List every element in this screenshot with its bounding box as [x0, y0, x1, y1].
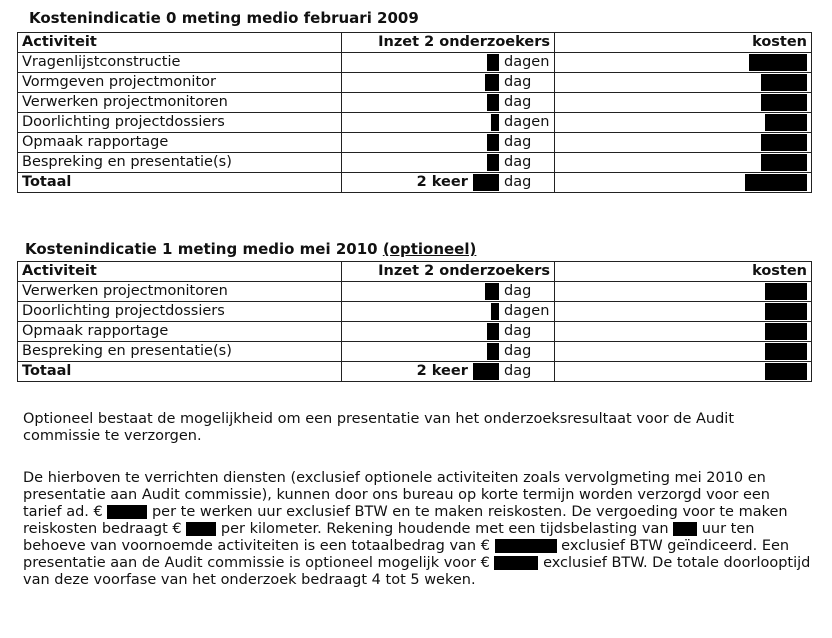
unit-label: dag: [504, 174, 532, 190]
redaction-block: [473, 174, 499, 191]
activity-cell: Verwerken projectmonitoren: [18, 282, 342, 302]
table-row: [18, 73, 812, 93]
unit-label: dag: [504, 323, 532, 339]
redaction-block: [745, 174, 807, 191]
activity-cell: Doorlichting projectdossiers: [18, 302, 342, 322]
total-prefix: 2 keer: [416, 174, 468, 190]
redaction-block: [765, 283, 807, 300]
header-activiteit: Activiteit: [18, 33, 342, 53]
unit-label: dag: [504, 283, 532, 299]
redaction-block: [765, 323, 807, 340]
table-row: [18, 282, 812, 302]
unit-label: dag: [504, 94, 532, 110]
total-label: Totaal: [18, 362, 342, 382]
activity-cell: Opmaak rapportage: [18, 322, 342, 342]
redaction-block: [494, 556, 538, 570]
header-inzet: Inzet 2 onderzoekers: [342, 33, 555, 53]
redaction-block: [487, 94, 499, 111]
redaction-block: [491, 303, 499, 320]
paragraph-costs: [23, 470, 813, 589]
text-segment: per te werken uur exclusief BTW en te maken reiskosten. De vergoeding voor te maken reiskosten bedraagt €: [23, 504, 788, 537]
table-row: [18, 342, 812, 362]
unit-label: dag: [504, 363, 532, 379]
table-row: [18, 113, 812, 133]
activity-cell: Opmaak rapportage: [18, 133, 342, 153]
activity-cell: Verwerken projectmonitoren: [18, 93, 342, 113]
header-kosten: kosten: [555, 33, 812, 53]
header-inzet: Inzet 2 onderzoekers: [342, 262, 555, 282]
activity-cell: Bespreking en presentatie(s): [18, 342, 342, 362]
activity-cell: Vormgeven projectmonitor: [18, 73, 342, 93]
total-label: Totaal: [18, 173, 342, 193]
redaction-block: [749, 54, 807, 71]
unit-label: dagen: [504, 114, 550, 130]
table1-title: Kostenindicatie 0 meting medio februari 2009: [29, 9, 419, 27]
activity-cell: Vragenlijstconstructie: [18, 53, 342, 73]
redaction-block: [495, 539, 557, 553]
table-row: [18, 133, 812, 153]
unit-label: dag: [504, 343, 532, 359]
redaction-block: [761, 94, 807, 111]
redaction-block: [761, 134, 807, 151]
table2-title-main: Kostenindicatie 1 meting medio mei 2010: [25, 240, 378, 258]
table-row: [18, 53, 812, 73]
redaction-block: [485, 74, 499, 91]
text-segment: De hierboven te verrichten diensten (exclusief optionele activiteiten zoals vervolgmeting mei 2010 en presentatie aan Audit commissie), kunnen door ons bureau op korte termijn worden verzorgd voor een tarief ad. €: [23, 470, 770, 520]
activity-cell: Bespreking en presentatie(s): [18, 153, 342, 173]
text-segment: exclusief BTW geïndiceerd. Een presentatie aan de Audit commissie is optioneel mogelijk voor €: [23, 538, 790, 571]
cost-table-2010: [17, 261, 812, 382]
redaction-block: [491, 114, 499, 131]
redaction-block: [765, 303, 807, 320]
paragraph-optional-presentation: Optioneel bestaat de mogelijkheid om een presentatie van het onderzoeksresultaat voor de Audit commissie te verzorgen.: [23, 411, 735, 444]
header-kosten: kosten: [555, 262, 812, 282]
redaction-block: [761, 154, 807, 171]
text-segment: per kilometer. Rekening houdende met een tijdsbelasting van: [220, 521, 669, 537]
cost-table-2009: [17, 32, 812, 193]
redaction-block: [487, 154, 499, 171]
redaction-block: [485, 283, 499, 300]
redaction-block: [487, 54, 499, 71]
redaction-block: [473, 363, 499, 380]
redaction-block: [765, 343, 807, 360]
unit-label: dag: [504, 74, 532, 90]
table-header-row: [18, 262, 812, 282]
table-row: [18, 322, 812, 342]
table-total-row: [18, 362, 812, 382]
redaction-block: [107, 505, 147, 519]
redaction-block: [765, 114, 807, 131]
table-header-row: [18, 33, 812, 53]
table-row: [18, 153, 812, 173]
table-row: [18, 93, 812, 113]
redaction-block: [765, 363, 807, 380]
redaction-block: [487, 134, 499, 151]
header-activiteit: Activiteit: [18, 262, 342, 282]
unit-label: dagen: [504, 54, 550, 70]
redaction-block: [761, 74, 807, 91]
total-prefix: 2 keer: [416, 363, 468, 379]
table2-title-optional: (optioneel): [382, 240, 477, 258]
text-segment: uur ten behoeve van voornoemde activiteiten is een totaalbedrag van €: [23, 521, 755, 554]
redaction-block: [487, 323, 499, 340]
unit-label: dagen: [504, 303, 550, 319]
redaction-block: [673, 522, 697, 536]
text-segment: exclusief BTW. De totale doorlooptijd van deze voorfase van het onderzoek bedraagt 4 tot 5 weken.: [23, 555, 811, 588]
table-total-row: [18, 173, 812, 193]
unit-label: dag: [504, 154, 532, 170]
redaction-block: [487, 343, 499, 360]
unit-label: dag: [504, 134, 532, 150]
activity-cell: Doorlichting projectdossiers: [18, 113, 342, 133]
table2-title: [25, 240, 476, 258]
table-row: [18, 302, 812, 322]
redaction-block: [186, 522, 216, 536]
